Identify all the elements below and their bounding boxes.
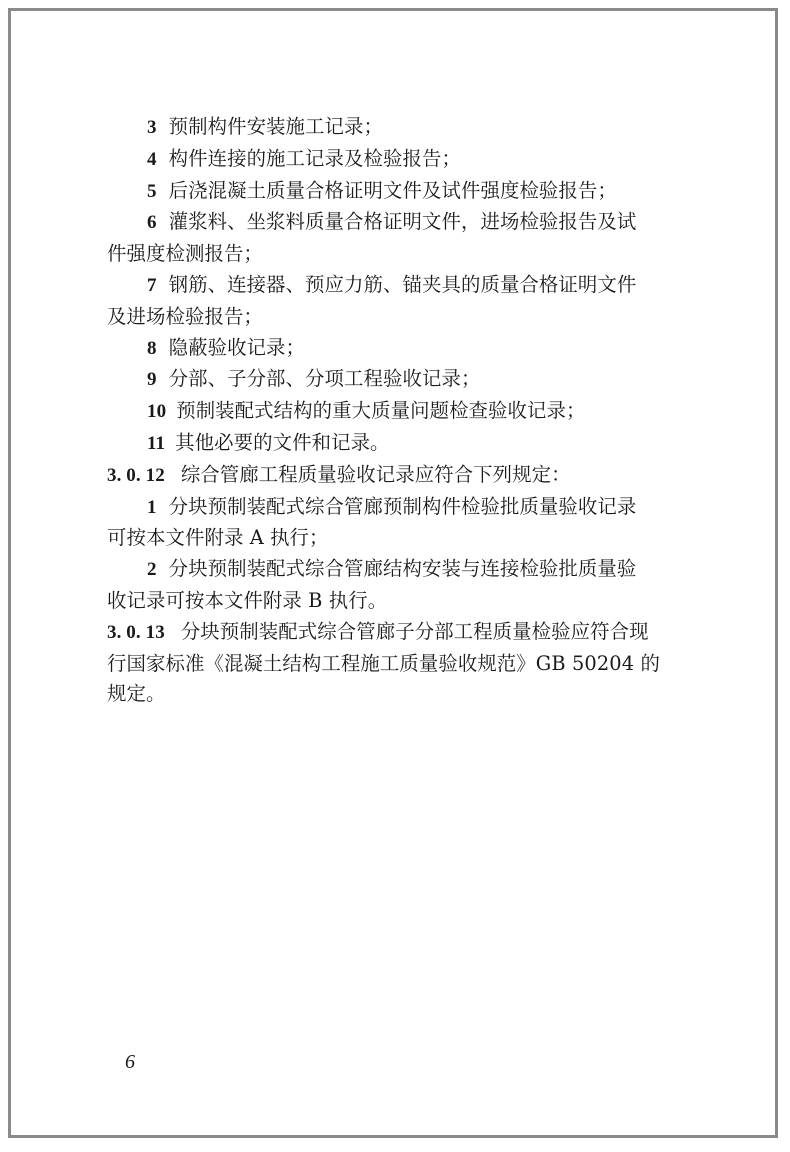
list-item-continuation	[107, 239, 682, 270]
clause-number: 3. 0. 12	[107, 464, 165, 486]
item-text: 构件连接的施工记录及检验报告；	[168, 146, 461, 170]
clause-text: 分块预制装配式综合管廊子分部工程质量检验应符合现	[180, 619, 649, 643]
item-text: 预制装配式结构的重大质量问题检查验收记录；	[176, 399, 586, 423]
item-number: 3	[147, 117, 157, 138]
item-text: 隐蔽验收记录；	[168, 335, 306, 359]
clause-heading	[107, 460, 682, 492]
item-number: 9	[147, 369, 157, 391]
item-text: 后浇混凝土质量合格证明文件及试件强度检验报告；	[168, 178, 617, 202]
list-item	[107, 396, 682, 428]
item-number: 10	[147, 401, 167, 423]
item-text: 分块预制装配式综合管廊结构安装与连接检验批质量验	[168, 557, 637, 581]
list-item	[107, 112, 682, 144]
list-item-continuation	[107, 302, 682, 333]
item-text-continuation: 及进场检验报告；	[107, 304, 263, 328]
list-item-continuation	[107, 523, 682, 554]
item-number: 7	[147, 274, 157, 296]
clause-continuation	[107, 649, 682, 680]
list-item	[107, 333, 682, 365]
list-item	[107, 554, 682, 586]
list-item	[107, 176, 682, 208]
clause-number: 3. 0. 13	[107, 621, 165, 643]
item-text: 钢筋、连接器、预应力筋、锚夹具的质量合格证明文件	[168, 272, 637, 296]
item-number: 11	[147, 432, 166, 454]
list-item	[107, 207, 682, 239]
item-text: 分块预制装配式综合管廊预制构件检验批质量验收记录	[168, 494, 637, 518]
list-item-continuation	[107, 586, 682, 617]
item-text: 灌浆料、坐浆料质量合格证明文件，进场检验报告及试	[168, 210, 637, 234]
clause-text: 综合管廊工程质量验收记录应符合下列规定：	[180, 462, 571, 486]
document-body	[107, 112, 682, 710]
list-item	[107, 492, 682, 524]
clause-heading	[107, 617, 682, 649]
item-text: 其他必要的文件和记录。	[175, 430, 390, 454]
item-number: 1	[147, 496, 157, 518]
item-text: 分部、子分部、分项工程验收记录；	[168, 367, 481, 391]
item-number: 4	[147, 148, 157, 170]
clause-continuation	[107, 679, 682, 710]
clause-text-continuation: 行国家标准《混凝土结构工程施工质量验收规范》GB 50204 的	[107, 651, 660, 675]
item-number: 2	[147, 559, 157, 581]
page-number: 6	[125, 1051, 135, 1073]
item-text: 预制构件安装施工记录；	[168, 115, 384, 138]
item-number: 5	[147, 180, 157, 202]
item-text-continuation: 可按本文件附录 A 执行；	[107, 526, 329, 550]
item-number: 8	[147, 337, 157, 359]
list-item	[107, 364, 682, 396]
list-item	[107, 270, 682, 302]
item-text-continuation: 件强度检测报告；	[107, 242, 263, 266]
clause-text-continuation: 规定。	[107, 682, 166, 706]
item-number: 6	[147, 212, 157, 234]
list-item	[107, 144, 682, 176]
item-text-continuation: 收记录可按本文件附录 B 执行。	[107, 588, 388, 612]
list-item	[107, 428, 682, 460]
